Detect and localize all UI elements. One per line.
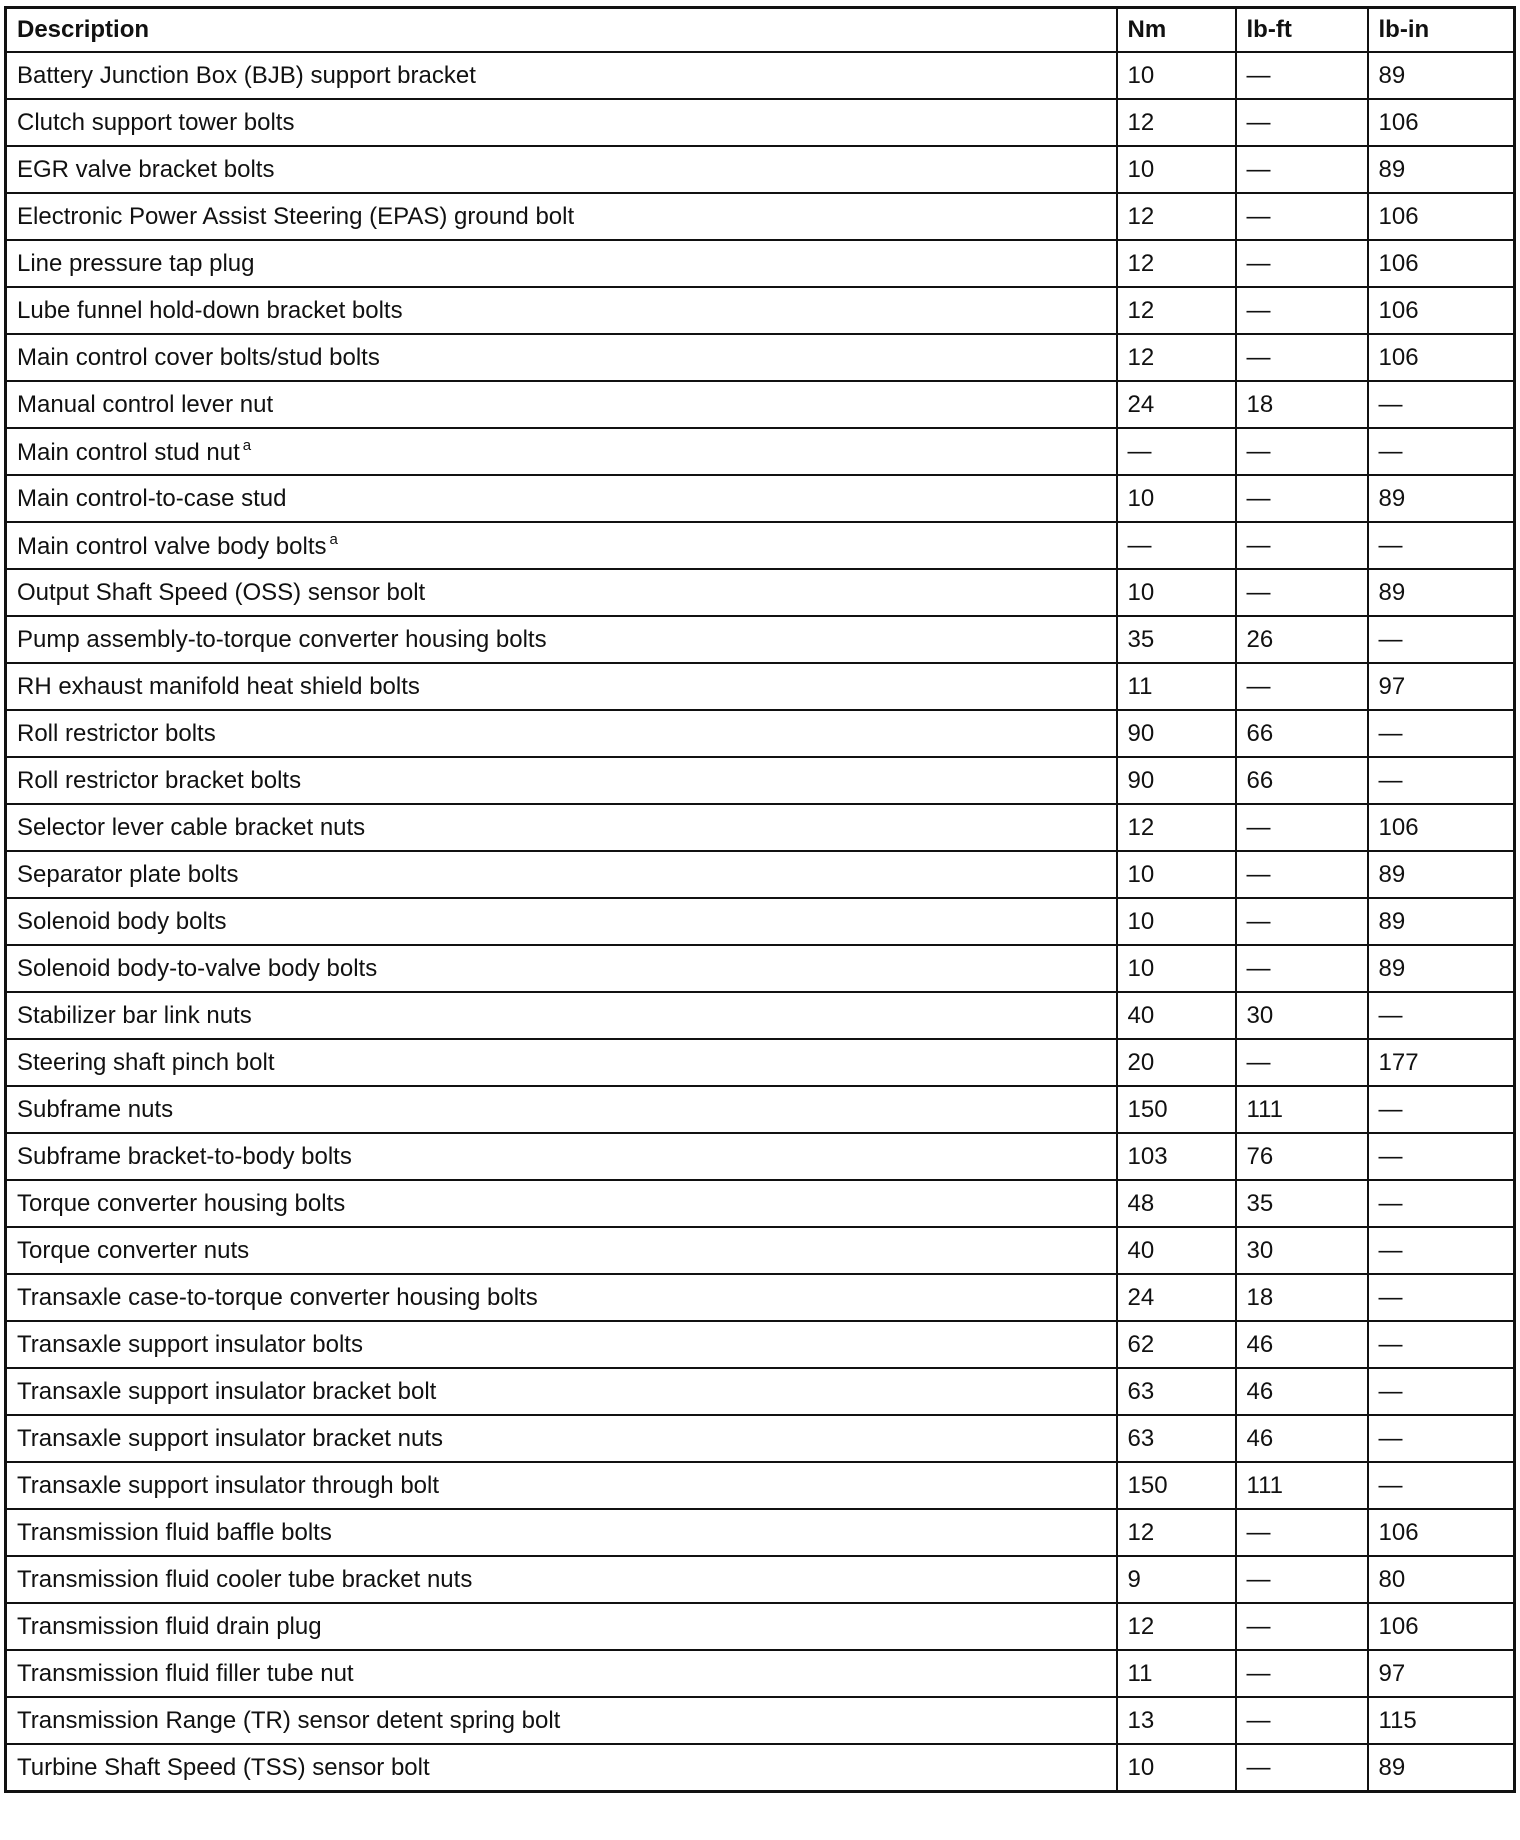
description-text: Transaxle case-to-torque converter housing bolts — [17, 1283, 538, 1311]
description-text: Main control cover bolts/stud bolts — [17, 343, 380, 371]
cell-lb-in: 115 — [1368, 1697, 1515, 1744]
table-row — [6, 757, 1515, 804]
table-row — [6, 287, 1515, 334]
cell-lb-in: — — [1368, 710, 1515, 757]
cell-lb-ft: — — [1236, 146, 1368, 193]
cell-lb-in: 89 — [1368, 569, 1515, 616]
cell-nm: 12 — [1117, 1509, 1236, 1556]
cell-nm: 12 — [1117, 334, 1236, 381]
cell-description — [6, 1180, 1117, 1227]
cell-lb-in: 106 — [1368, 193, 1515, 240]
cell-nm: 10 — [1117, 945, 1236, 992]
description-text: Stabilizer bar link nuts — [17, 1001, 252, 1029]
description-text: Separator plate bolts — [17, 860, 239, 888]
cell-lb-ft: 111 — [1236, 1462, 1368, 1509]
torque-spec-table — [4, 6, 1516, 1793]
cell-nm: 10 — [1117, 898, 1236, 945]
cell-nm: 11 — [1117, 663, 1236, 710]
table-row — [6, 381, 1515, 428]
cell-description — [6, 1556, 1117, 1603]
cell-description — [6, 1274, 1117, 1321]
cell-description — [6, 193, 1117, 240]
cell-description — [6, 992, 1117, 1039]
cell-lb-ft: — — [1236, 1603, 1368, 1650]
cell-lb-in: 106 — [1368, 1509, 1515, 1556]
table-row — [6, 945, 1515, 992]
description-text: Torque converter housing bolts — [17, 1189, 346, 1217]
description-text: Transaxle support insulator bolts — [17, 1330, 363, 1358]
table-row — [6, 475, 1515, 522]
cell-lb-in: 97 — [1368, 1650, 1515, 1697]
cell-description — [6, 1462, 1117, 1509]
description-text: Main control stud nut — [17, 438, 240, 466]
cell-description — [6, 616, 1117, 663]
cell-lb-ft: — — [1236, 52, 1368, 99]
cell-lb-in: 89 — [1368, 52, 1515, 99]
cell-nm: 48 — [1117, 1180, 1236, 1227]
description-text: Steering shaft pinch bolt — [17, 1048, 275, 1076]
description-text: Transaxle support insulator bracket bolt — [17, 1377, 437, 1405]
cell-description — [6, 1133, 1117, 1180]
header-row — [6, 8, 1515, 53]
cell-nm: 40 — [1117, 1227, 1236, 1274]
cell-lb-ft: 18 — [1236, 381, 1368, 428]
table-row — [6, 569, 1515, 616]
description-text: Pump assembly-to-torque converter housing bolts — [17, 625, 547, 653]
cell-description — [6, 1086, 1117, 1133]
cell-lb-ft: — — [1236, 99, 1368, 146]
cell-lb-in: 106 — [1368, 240, 1515, 287]
cell-lb-in: — — [1368, 381, 1515, 428]
cell-nm: 10 — [1117, 851, 1236, 898]
cell-lb-ft: 46 — [1236, 1415, 1368, 1462]
table-row — [6, 1133, 1515, 1180]
description-text: Clutch support tower bolts — [17, 108, 295, 136]
cell-lb-in: — — [1368, 1133, 1515, 1180]
cell-nm: 35 — [1117, 616, 1236, 663]
description-text: Manual control lever nut — [17, 390, 274, 418]
cell-lb-in: 89 — [1368, 945, 1515, 992]
description-text: Battery Junction Box (BJB) support bracket — [17, 61, 476, 89]
cell-nm: 13 — [1117, 1697, 1236, 1744]
cell-nm: 12 — [1117, 240, 1236, 287]
cell-description — [6, 1227, 1117, 1274]
cell-nm: 24 — [1117, 1274, 1236, 1321]
cell-lb-ft: 30 — [1236, 1227, 1368, 1274]
cell-lb-in: 177 — [1368, 1039, 1515, 1086]
cell-lb-ft: 46 — [1236, 1321, 1368, 1368]
cell-lb-in: — — [1368, 616, 1515, 663]
cell-nm: 10 — [1117, 1744, 1236, 1792]
description-text: Transmission fluid drain plug — [17, 1612, 322, 1640]
cell-lb-in: — — [1368, 1415, 1515, 1462]
table-row — [6, 522, 1515, 569]
table-row — [6, 1321, 1515, 1368]
cell-lb-ft: — — [1236, 475, 1368, 522]
table-row — [6, 663, 1515, 710]
table-row — [6, 804, 1515, 851]
cell-nm: 103 — [1117, 1133, 1236, 1180]
cell-lb-ft: — — [1236, 898, 1368, 945]
cell-lb-in: 106 — [1368, 287, 1515, 334]
cell-nm: 12 — [1117, 193, 1236, 240]
cell-lb-ft: 18 — [1236, 1274, 1368, 1321]
cell-lb-ft: 26 — [1236, 616, 1368, 663]
cell-description — [6, 569, 1117, 616]
cell-lb-in: — — [1368, 1274, 1515, 1321]
cell-lb-ft: — — [1236, 569, 1368, 616]
cell-nm: — — [1117, 522, 1236, 569]
footnote-marker: a — [329, 530, 338, 548]
cell-lb-in: 89 — [1368, 475, 1515, 522]
cell-description — [6, 287, 1117, 334]
cell-lb-ft: 30 — [1236, 992, 1368, 1039]
cell-nm: 63 — [1117, 1415, 1236, 1462]
table-row — [6, 1274, 1515, 1321]
cell-description — [6, 475, 1117, 522]
cell-description — [6, 1603, 1117, 1650]
cell-description — [6, 522, 1117, 569]
cell-nm: 90 — [1117, 710, 1236, 757]
cell-lb-in: 89 — [1368, 146, 1515, 193]
table-row — [6, 1368, 1515, 1415]
cell-lb-ft: — — [1236, 193, 1368, 240]
cell-nm: 20 — [1117, 1039, 1236, 1086]
cell-description — [6, 52, 1117, 99]
cell-lb-ft: — — [1236, 851, 1368, 898]
description-text: Transmission fluid filler tube nut — [17, 1659, 354, 1687]
cell-nm: 10 — [1117, 52, 1236, 99]
description-text: Transmission fluid cooler tube bracket nuts — [17, 1565, 473, 1593]
description-text: Lube funnel hold-down bracket bolts — [17, 296, 403, 324]
cell-description — [6, 1368, 1117, 1415]
cell-nm: 12 — [1117, 99, 1236, 146]
table-row — [6, 1415, 1515, 1462]
table-row — [6, 1556, 1515, 1603]
cell-nm: 9 — [1117, 1556, 1236, 1603]
table-row — [6, 428, 1515, 475]
header-lb-ft: lb-ft — [1236, 8, 1368, 53]
table-body — [6, 52, 1515, 1792]
description-text: RH exhaust manifold heat shield bolts — [17, 672, 420, 700]
cell-nm: 10 — [1117, 146, 1236, 193]
description-text: Roll restrictor bracket bolts — [17, 766, 302, 794]
cell-lb-ft: 35 — [1236, 1180, 1368, 1227]
table-row — [6, 99, 1515, 146]
cell-description — [6, 146, 1117, 193]
cell-description — [6, 851, 1117, 898]
cell-lb-ft: 66 — [1236, 757, 1368, 804]
cell-description — [6, 99, 1117, 146]
table-row — [6, 1462, 1515, 1509]
cell-lb-in: 89 — [1368, 1744, 1515, 1792]
table-row — [6, 992, 1515, 1039]
cell-lb-in: — — [1368, 1368, 1515, 1415]
torque-spec-table-container — [4, 6, 1513, 1793]
cell-lb-ft: — — [1236, 240, 1368, 287]
description-text: Transmission Range (TR) sensor detent spring bolt — [17, 1706, 561, 1734]
description-text: Electronic Power Assist Steering (EPAS) ground bolt — [17, 202, 575, 230]
cell-description — [6, 1039, 1117, 1086]
cell-nm: 12 — [1117, 804, 1236, 851]
cell-lb-ft: — — [1236, 1650, 1368, 1697]
description-text: Main control-to-case stud — [17, 484, 287, 512]
header-description: Description — [6, 8, 1117, 53]
cell-description — [6, 710, 1117, 757]
cell-lb-ft: — — [1236, 522, 1368, 569]
cell-lb-ft: — — [1236, 428, 1368, 475]
cell-description — [6, 240, 1117, 287]
cell-description — [6, 1697, 1117, 1744]
cell-nm: 62 — [1117, 1321, 1236, 1368]
cell-lb-in: — — [1368, 1227, 1515, 1274]
cell-lb-ft: — — [1236, 663, 1368, 710]
cell-nm: 63 — [1117, 1368, 1236, 1415]
cell-lb-ft: — — [1236, 804, 1368, 851]
table-row — [6, 334, 1515, 381]
cell-description — [6, 804, 1117, 851]
cell-nm: 10 — [1117, 475, 1236, 522]
cell-lb-in: 106 — [1368, 804, 1515, 851]
cell-lb-ft: — — [1236, 1556, 1368, 1603]
cell-nm: 40 — [1117, 992, 1236, 1039]
table-row — [6, 1227, 1515, 1274]
description-text: Subframe bracket-to-body bolts — [17, 1142, 352, 1170]
cell-lb-in: — — [1368, 1462, 1515, 1509]
cell-description — [6, 898, 1117, 945]
header-nm: Nm — [1117, 8, 1236, 53]
description-text: Transaxle support insulator through bolt — [17, 1471, 440, 1499]
cell-description — [6, 381, 1117, 428]
description-text: Roll restrictor bolts — [17, 719, 216, 747]
table-row — [6, 1650, 1515, 1697]
description-text: Solenoid body bolts — [17, 907, 227, 935]
description-text: Solenoid body-to-valve body bolts — [17, 954, 378, 982]
table-row — [6, 851, 1515, 898]
cell-nm: 90 — [1117, 757, 1236, 804]
table-row — [6, 52, 1515, 99]
table-row — [6, 1039, 1515, 1086]
cell-lb-ft: — — [1236, 334, 1368, 381]
table-row — [6, 898, 1515, 945]
cell-lb-in: 106 — [1368, 1603, 1515, 1650]
description-text: Turbine Shaft Speed (TSS) sensor bolt — [17, 1753, 430, 1781]
description-text: EGR valve bracket bolts — [17, 155, 275, 183]
cell-nm: 12 — [1117, 287, 1236, 334]
table-row — [6, 616, 1515, 663]
cell-lb-in: 89 — [1368, 898, 1515, 945]
cell-lb-in: — — [1368, 1086, 1515, 1133]
cell-nm: 150 — [1117, 1462, 1236, 1509]
cell-lb-in: 97 — [1368, 663, 1515, 710]
description-text: Output Shaft Speed (OSS) sensor bolt — [17, 578, 426, 606]
table-row — [6, 193, 1515, 240]
cell-nm: — — [1117, 428, 1236, 475]
cell-lb-ft: — — [1236, 1509, 1368, 1556]
table-row — [6, 710, 1515, 757]
cell-lb-in: — — [1368, 428, 1515, 475]
table-row — [6, 240, 1515, 287]
cell-lb-ft: — — [1236, 1039, 1368, 1086]
table-row — [6, 1744, 1515, 1792]
cell-lb-ft: — — [1236, 945, 1368, 992]
table-row — [6, 1509, 1515, 1556]
cell-lb-in: — — [1368, 1180, 1515, 1227]
cell-lb-in: — — [1368, 757, 1515, 804]
cell-lb-in: — — [1368, 1321, 1515, 1368]
cell-nm: 150 — [1117, 1086, 1236, 1133]
description-text: Selector lever cable bracket nuts — [17, 813, 366, 841]
cell-description — [6, 1415, 1117, 1462]
cell-description — [6, 334, 1117, 381]
description-text: Main control valve body bolts — [17, 532, 327, 560]
description-text: Torque converter nuts — [17, 1236, 250, 1264]
cell-lb-ft: — — [1236, 1697, 1368, 1744]
description-text: Subframe nuts — [17, 1095, 174, 1123]
header-lb-in: lb-in — [1368, 8, 1515, 53]
cell-description — [6, 663, 1117, 710]
cell-lb-in: 89 — [1368, 851, 1515, 898]
cell-nm: 11 — [1117, 1650, 1236, 1697]
description-text: Line pressure tap plug — [17, 249, 255, 277]
cell-description — [6, 1650, 1117, 1697]
cell-lb-ft: 76 — [1236, 1133, 1368, 1180]
cell-description — [6, 1321, 1117, 1368]
cell-lb-in: 106 — [1368, 334, 1515, 381]
table-row — [6, 1603, 1515, 1650]
cell-nm: 12 — [1117, 1603, 1236, 1650]
cell-nm: 10 — [1117, 569, 1236, 616]
cell-lb-ft: 46 — [1236, 1368, 1368, 1415]
cell-nm: 24 — [1117, 381, 1236, 428]
cell-lb-ft: 66 — [1236, 710, 1368, 757]
cell-lb-in: 106 — [1368, 99, 1515, 146]
cell-lb-in: 80 — [1368, 1556, 1515, 1603]
cell-lb-in: — — [1368, 522, 1515, 569]
description-text: Transmission fluid baffle bolts — [17, 1518, 332, 1546]
cell-lb-ft: — — [1236, 287, 1368, 334]
table-row — [6, 1697, 1515, 1744]
cell-lb-ft: 111 — [1236, 1086, 1368, 1133]
footnote-marker: a — [242, 436, 252, 454]
cell-lb-ft: — — [1236, 1744, 1368, 1792]
description-text: Transaxle support insulator bracket nuts — [17, 1424, 443, 1452]
table-row — [6, 1086, 1515, 1133]
table-row — [6, 1180, 1515, 1227]
table-row — [6, 146, 1515, 193]
cell-lb-in: — — [1368, 992, 1515, 1039]
cell-description — [6, 1744, 1117, 1792]
cell-description — [6, 428, 1117, 475]
cell-description — [6, 945, 1117, 992]
cell-description — [6, 1509, 1117, 1556]
cell-description — [6, 757, 1117, 804]
